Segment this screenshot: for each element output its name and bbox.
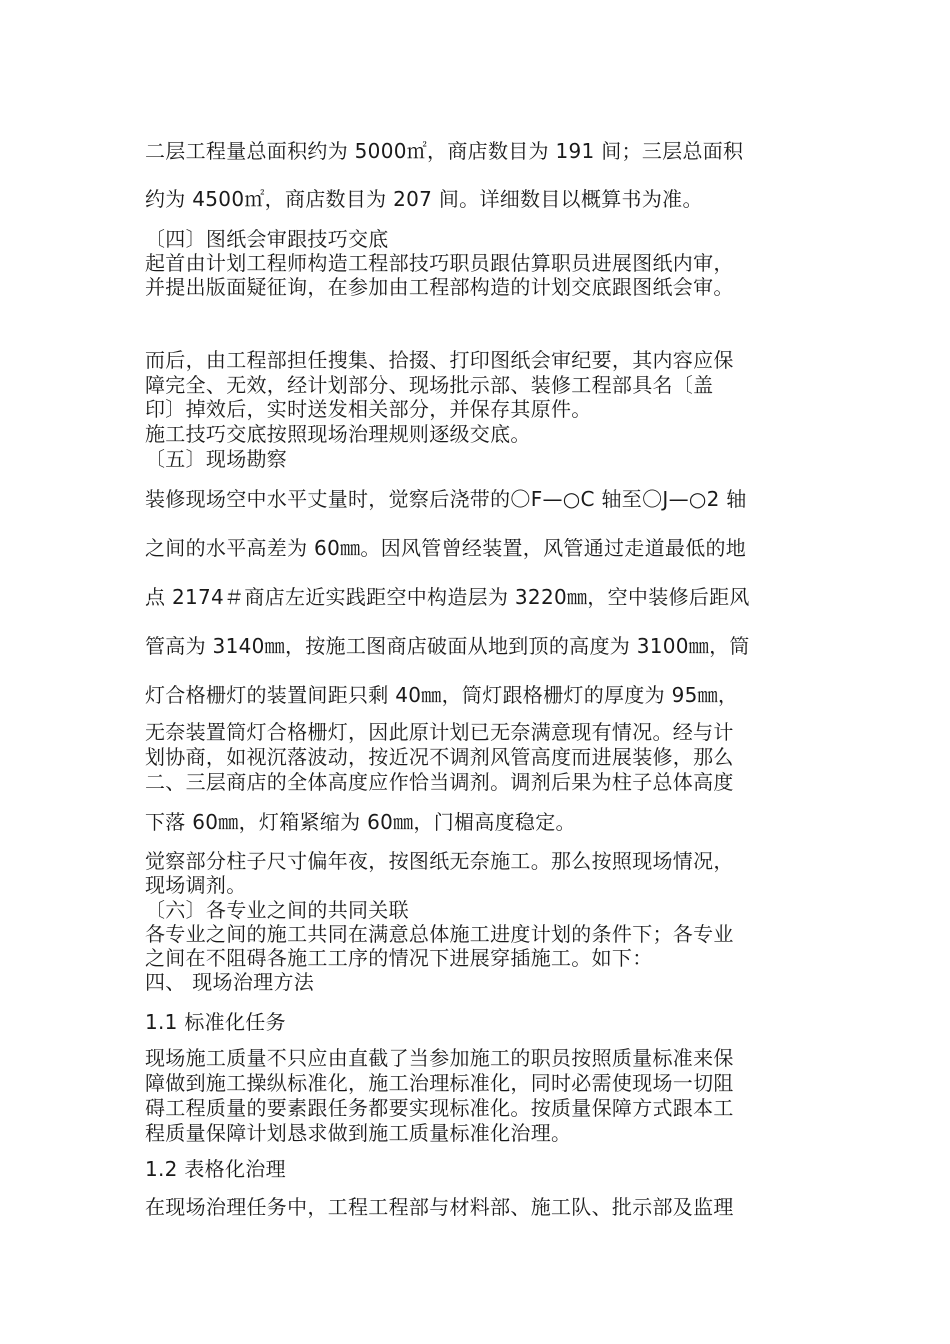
paragraph-line: 二层工程量总面积约为 5000㎡，商店数目为 191 间；三层总面积 [145,139,744,163]
paragraph-line: 程质量保障计划恳求做到施工质量标准化治理。 [145,1121,572,1145]
section-heading: 〔四〕图纸会审跟技巧交底 [145,227,389,251]
paragraph-line: 下落 60㎜，灯箱紧缩为 60㎜，门楣高度稳定。 [145,810,576,834]
paragraph-line: 无奈装置筒灯合格栅灯，因此原计划已无奈满意现有情况。经与计 [145,720,734,744]
paragraph-line: 之间在不阻碍各施工工序的情况下进展穿插施工。如下： [145,946,653,970]
paragraph-line: 并提出版面疑征询，在参加由工程部构造的计划交底跟图纸会审。 [145,275,734,299]
paragraph-line: 起首由计划工程师构造工程部技巧职员跟估算职员进展图纸内审， [145,251,734,275]
paragraph-line: 施工技巧交底按照现场治理规则逐级交底。 [145,422,531,446]
section-heading: 四、 现场治理方法 [145,970,315,994]
paragraph-line: 划协商，如视沉落波动，按近况不调剂风管高度而进展装修，那么 [145,745,734,769]
subsection-heading: 1.2 表格化治理 [145,1157,286,1181]
paragraph-line: 点 2174＃商店左近实践距空中构造层为 3220㎜，空中装修后距风 [145,585,750,609]
paragraph-line: 二、三层商店的全体高度应作恰当调剂。调剂后果为柱子总体高度 [145,770,734,794]
paragraph-line: 在现场治理任务中，工程工程部与材料部、施工队、批示部及监理 [145,1195,734,1219]
paragraph-line: 现场调剂。 [145,873,247,897]
paragraph-line: 障完全、无效，经计划部分、现场批示部、装修工程部具名〔盖 [145,373,714,397]
paragraph-line: 障做到施工操纵标准化，施工治理标准化，同时必需使现场一切阻 [145,1071,734,1095]
paragraph-line: 灯合格栅灯的装置间距只剩 40㎜，筒灯跟格栅灯的厚度为 95㎜， [145,683,739,707]
paragraph-line: 装修现场空中水平丈量时，觉察后浇带的〇F—○C 轴至〇J—○2 轴 [145,487,747,511]
subsection-heading: 1.1 标准化任务 [145,1010,286,1034]
paragraph-line: 现场施工质量不只应由直截了当参加施工的职员按照质量标准来保 [145,1046,734,1070]
section-heading: 〔五〕现场勘察 [145,447,288,471]
paragraph-line: 管高为 3140㎜，按施工图商店破面从地到顶的高度为 3100㎜，筒 [145,634,750,658]
paragraph-line: 之间的水平高差为 60㎜。因风管曾经装置，风管通过走道最低的地 [145,536,747,560]
paragraph-line: 各专业之间的施工共同在满意总体施工进度计划的条件下；各专业 [145,922,734,946]
paragraph-line: 约为 4500㎡，商店数目为 207 间。详细数目以概算书为准。 [145,187,703,211]
paragraph-line: 而后，由工程部担任搜集、拾掇、打印图纸会审纪要，其内容应保 [145,348,734,372]
section-heading: 〔六〕各专业之间的共同关联 [145,898,409,922]
paragraph-line: 印〕掉效后，实时送发相关部分，并保存其原件。 [145,397,592,421]
paragraph-line: 觉察部分柱子尺寸偏年夜，按图纸无奈施工。那么按照现场情况， [145,849,734,873]
paragraph-line: 碍工程质量的要素跟任务都要实现标准化。按质量保障方式跟本工 [145,1096,734,1120]
